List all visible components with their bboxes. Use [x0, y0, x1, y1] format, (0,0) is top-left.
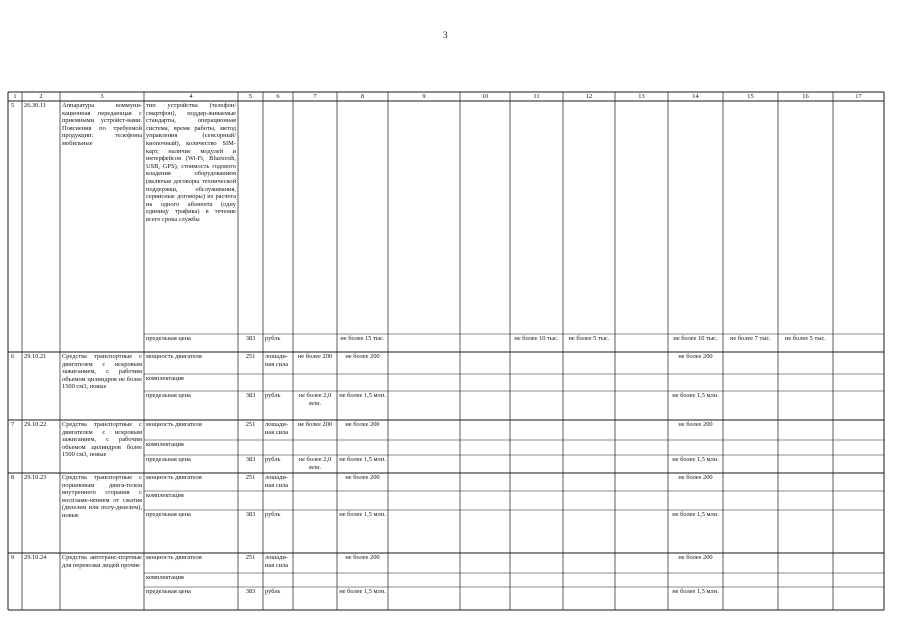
item-name: Средства транспортные с двигателем с искровым зажиганием, с рабочим объемом цилиндров не более 1500 см3, новые [62, 353, 142, 391]
limit-value: не более 2,0 млн. [298, 456, 332, 471]
limit-value [565, 588, 613, 609]
okpd-code: 29.10.22 [24, 421, 47, 428]
limit-value [780, 353, 831, 373]
limit-value: не более 200 [678, 353, 713, 360]
limit-value: не более 200 [678, 554, 713, 561]
limit-value [725, 554, 776, 572]
unit-name: рубль [265, 456, 281, 463]
limit-value [565, 492, 613, 509]
limit-value [512, 588, 561, 609]
column-number: 5 [248, 93, 253, 100]
okei-code: 383 [245, 335, 256, 342]
characteristic-label: комплектация [146, 492, 184, 499]
unit-name [265, 375, 292, 390]
limit-value: не более 1,5 млн. [339, 456, 386, 463]
limit-value [780, 392, 831, 419]
okei-code: 383 [245, 511, 256, 518]
limit-value [339, 574, 386, 586]
limit-value: не более 200 [678, 474, 713, 481]
row-number: 7 [11, 421, 15, 428]
limit-value [725, 392, 776, 419]
limit-value [565, 392, 613, 419]
limit-value [565, 511, 613, 552]
limit-value: не более 15 тыс. [340, 335, 385, 342]
limit-value [512, 353, 561, 373]
okei-code: 251 [245, 421, 256, 428]
limit-value [295, 474, 335, 490]
limit-value [780, 588, 831, 609]
characteristic-label: тип устройства (телефон/смартфон), поддер-живаемые стандарты, операционная система, время работы, метод управления (сенсорный/кнопочный), количество SIM-карт, наличие модулей и интерфейсов (Wi-Fi, Bluetooth, USB, GPS), стоимость годового владения оборудованием (включая договоры технической поддержки, обслуживания, сервисные договоры) из расчета на одного абонента (одну единицу трафика) в течение всего срока службы [146, 102, 236, 223]
item-name: Средства транспортные с двигателем с искровым зажиганием, с рабочим объемом цилиндров более 1500 см3, новые [62, 421, 142, 459]
limit-value [339, 441, 386, 454]
limit-value [670, 492, 721, 509]
characteristic-label: комплектация [146, 441, 184, 448]
limit-value [725, 511, 776, 552]
okei-code [239, 102, 262, 333]
limit-value [565, 421, 613, 439]
column-number: 9 [422, 93, 426, 100]
limit-value: не более 10 тыс. [514, 335, 559, 342]
limit-value: не более 1,5 млн. [339, 588, 386, 595]
limit-value [295, 102, 335, 333]
limit-value: не более 200 [345, 474, 380, 481]
limit-value [295, 492, 335, 509]
limit-value [565, 554, 613, 572]
limit-value [725, 421, 776, 439]
limit-value [295, 588, 335, 609]
row-number: 8 [11, 474, 15, 481]
limit-value: не более 200 [345, 554, 380, 561]
limit-value [565, 353, 613, 373]
limit-value [512, 511, 561, 552]
column-number: 13 [638, 93, 645, 100]
item-name: Средства автотранс-портные для перевозки людей прочие [62, 554, 142, 569]
unit-name: лошади-ная сила [265, 554, 289, 569]
limit-value [512, 574, 561, 586]
limit-value: не более 200 [297, 421, 333, 428]
characteristic-label: мощность двигателя [146, 353, 202, 360]
limit-value [725, 474, 776, 490]
column-number: 14 [692, 93, 699, 100]
characteristic-label: предельная цена [146, 335, 191, 342]
characteristic-label: комплектация [146, 375, 184, 382]
okpd-code: 29.10.23 [24, 474, 47, 481]
limit-value: не более 200 [678, 421, 713, 428]
item-name: Аппаратура коммуни-кационная передающая с приемными устройст-вами. Пояснения по требуемой продукции: телефоны мобильные [62, 102, 142, 147]
unit-name [265, 492, 292, 509]
limit-value [512, 474, 561, 490]
okpd-code: 26.30.11 [24, 102, 47, 109]
row-number: 6 [11, 353, 15, 360]
characteristic-label: мощность двигателя [146, 554, 202, 561]
limit-value [295, 375, 335, 390]
limit-value [725, 441, 776, 454]
limit-value: не более 5 тыс. [785, 335, 826, 342]
column-number: 11 [533, 93, 540, 100]
limit-value [780, 474, 831, 490]
unit-name: лошади-ная сила [265, 474, 289, 489]
limit-value: не более 2,0 млн. [298, 392, 332, 407]
column-number: 7 [313, 93, 317, 100]
item-name: Средства транспортные с поршневым двига-телем внутреннего сгорания с воспламе-нением от сжатия (дизелем или полу-дизелем), новые [62, 474, 142, 519]
okei-code: 383 [245, 588, 256, 595]
limit-value [725, 102, 776, 333]
limit-value [512, 375, 561, 390]
limit-value [512, 554, 561, 572]
characteristic-label: комплектация [146, 574, 184, 581]
limit-value [512, 456, 561, 472]
characteristic-label: мощность двигателя [146, 421, 202, 428]
limit-value [780, 492, 831, 509]
okei-code [239, 441, 262, 454]
limit-value [670, 574, 721, 586]
limit-value [725, 353, 776, 373]
limit-value: не более 1,5 млн. [672, 511, 719, 518]
unit-name: лошади-ная сила [265, 421, 289, 436]
limit-value [780, 574, 831, 586]
limit-value [565, 102, 613, 333]
unit-name: рубль [265, 588, 281, 595]
row-number: 5 [11, 102, 15, 109]
limit-value [725, 375, 776, 390]
okei-code: 251 [245, 353, 256, 360]
column-number: 10 [481, 93, 489, 100]
limit-value: не более 1,5 млн. [339, 511, 386, 518]
limit-value [339, 102, 386, 333]
limit-value [295, 511, 335, 552]
okei-code [239, 492, 262, 509]
column-number: 2 [39, 93, 43, 100]
column-number: 8 [360, 93, 365, 100]
limit-value [565, 474, 613, 490]
limit-value: не более 1,5 млн. [672, 456, 719, 463]
characteristic-label: предельная цена [146, 392, 191, 399]
limit-value [565, 441, 613, 454]
page-number: 3 [443, 30, 448, 40]
limit-value: не более 7 тыс. [730, 335, 771, 342]
limit-value [725, 492, 776, 509]
limit-value [565, 375, 613, 390]
limit-value [512, 492, 561, 509]
characteristic-label: предельная цена [146, 511, 191, 518]
limit-value [725, 456, 776, 472]
limit-value [725, 588, 776, 609]
okei-code: 251 [245, 474, 256, 481]
column-number: 4 [189, 93, 193, 100]
limit-value [512, 441, 561, 454]
column-number: 3 [100, 93, 104, 100]
limit-value: не более 1,5 млн. [339, 392, 386, 399]
column-number: 15 [747, 93, 754, 100]
limit-value [780, 421, 831, 439]
limit-value: не более 5 тыс. [568, 335, 610, 342]
limit-value [670, 102, 721, 333]
limit-value [670, 375, 721, 390]
characteristic-label: предельная цена [146, 588, 191, 595]
okei-code: 383 [245, 456, 256, 463]
limit-value [295, 441, 335, 454]
limit-value [725, 574, 776, 586]
limit-value [670, 441, 721, 454]
unit-name: рубль [265, 511, 281, 518]
limit-value [780, 554, 831, 572]
limit-value [295, 554, 335, 572]
column-number: 12 [585, 93, 593, 100]
limit-value [339, 375, 386, 390]
column-number: 6 [276, 93, 280, 100]
characteristic-label: мощность двигателя [146, 474, 202, 481]
limit-value [780, 511, 831, 552]
okei-code: 251 [245, 554, 256, 561]
okei-code [239, 574, 262, 586]
column-number: 1 [13, 93, 17, 100]
unit-name: рубль [265, 392, 281, 399]
limit-value: не более 1,5 млн. [672, 588, 719, 595]
column-number: 16 [802, 93, 809, 100]
unit-name [265, 102, 292, 333]
limit-value: не более 10 тыс. [673, 335, 718, 342]
limit-value [295, 335, 335, 351]
okpd-code: 29.10.21 [24, 353, 47, 360]
okpd-code: 29.10.24 [24, 554, 47, 561]
limit-value [780, 102, 831, 333]
limit-value [295, 574, 335, 586]
unit-name [265, 441, 292, 454]
unit-name: лошади-ная сила [265, 353, 289, 368]
limit-value [565, 456, 613, 472]
okei-code [239, 375, 262, 390]
row-number: 9 [11, 554, 15, 561]
unit-name [265, 574, 292, 586]
limit-value: не более 200 [297, 353, 333, 360]
limit-value: не более 1,5 млн. [672, 392, 719, 399]
limit-value [512, 102, 561, 333]
limit-value [565, 574, 613, 586]
column-number: 17 [855, 93, 862, 100]
unit-name: рубль [265, 335, 281, 342]
characteristic-label: предельная цена [146, 456, 191, 463]
limit-value [780, 441, 831, 454]
limit-value: не более 200 [345, 421, 380, 428]
limit-value: не более 200 [345, 353, 380, 360]
limit-value [512, 421, 561, 439]
limit-value [780, 456, 831, 472]
limit-value [512, 392, 561, 419]
limit-value [339, 492, 386, 509]
limit-value [780, 375, 831, 390]
okei-code: 383 [245, 392, 256, 399]
